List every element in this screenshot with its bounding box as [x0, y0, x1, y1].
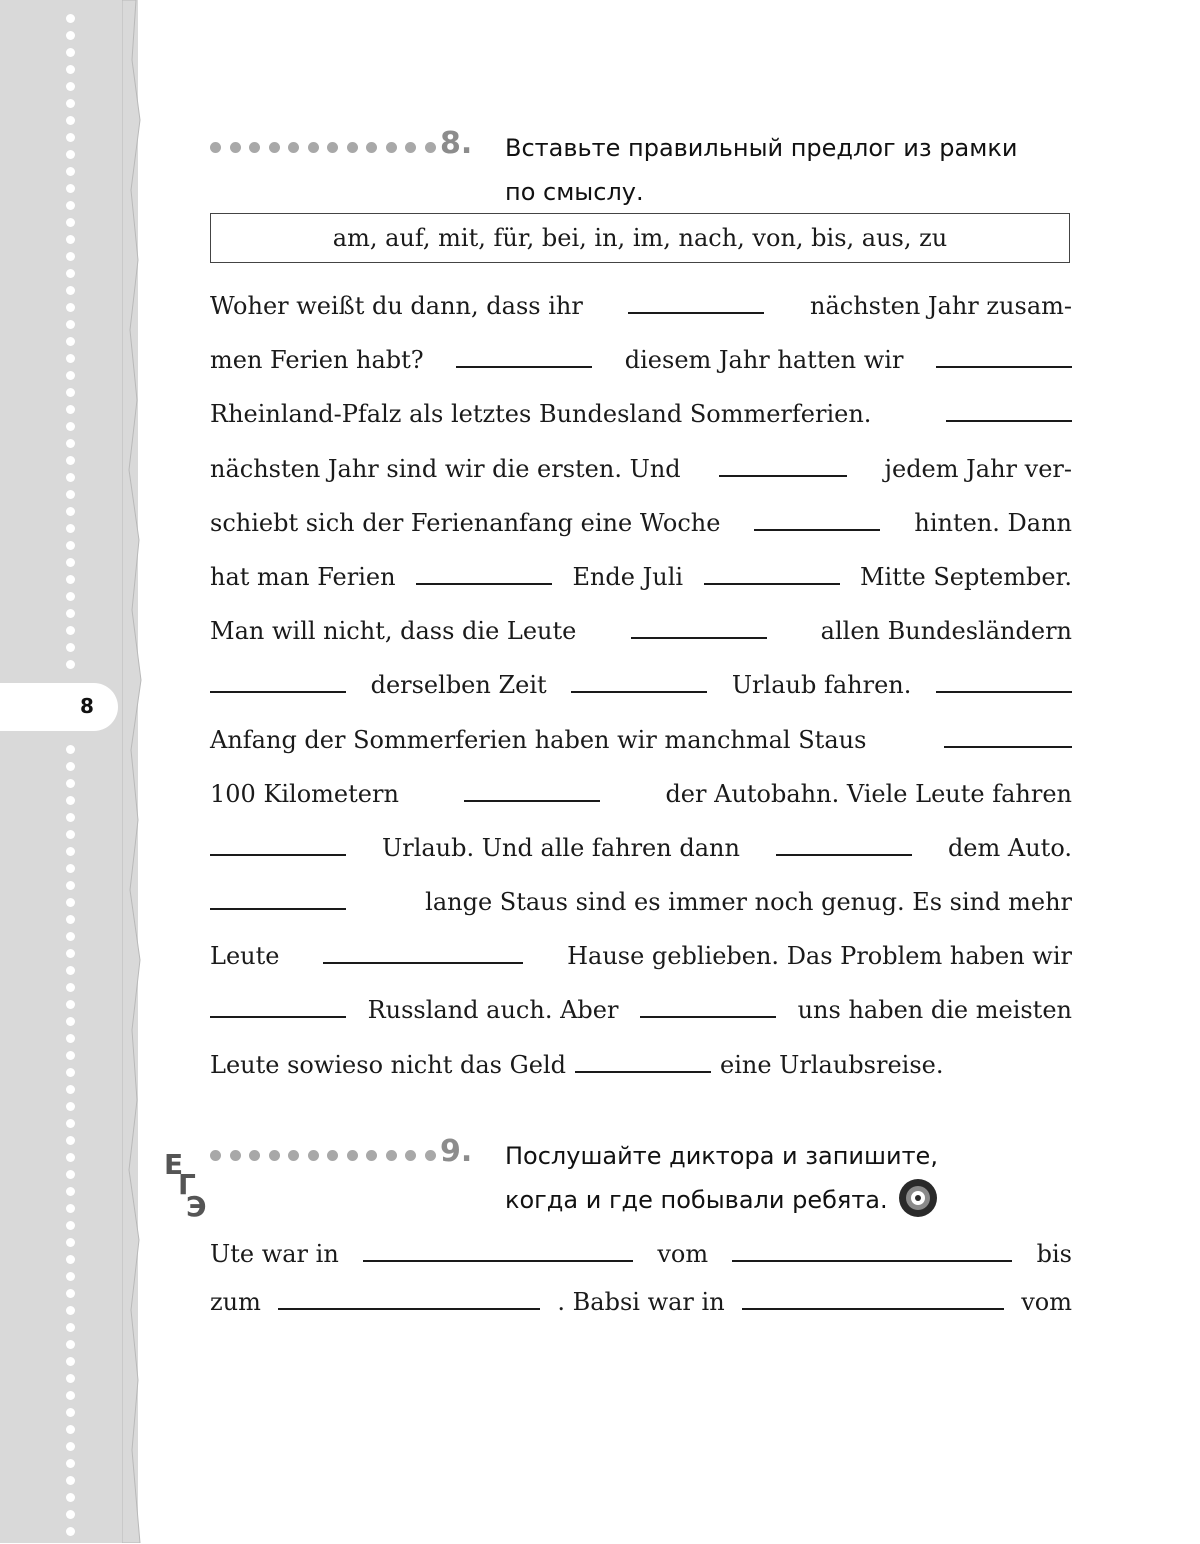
answer-blank[interactable]: [210, 908, 346, 910]
preposition-word-box: am, auf, mit, für, bei, in, im, nach, von, bis, aus, zu: [210, 213, 1070, 263]
cloze-text-segment: lange Staus sind es immer noch genug. Es sind mehr: [425, 888, 1072, 917]
task-9-instruction-line: [505, 1178, 1065, 1222]
cloze-text-segment: Leute: [210, 942, 280, 971]
cloze-text-segment: Hause geblieben. Das Problem haben wir: [567, 942, 1072, 971]
task-8-instruction: [505, 126, 1065, 214]
cloze-text-segment: Ute war in: [210, 1240, 339, 1268]
task8-line: [210, 563, 1072, 617]
cloze-text-segment: zum: [210, 1288, 261, 1316]
cloze-text-segment: Ende Juli: [572, 562, 684, 591]
cloze-text-segment: nächsten Jahr sind wir die ersten. Und: [210, 454, 681, 483]
task-8-instruction-line: по смыслу.: [505, 178, 644, 206]
answer-blank[interactable]: [210, 691, 346, 693]
cloze-text-segment: uns haben die meisten: [797, 996, 1072, 1025]
cloze-text-segment: . Babsi war in: [557, 1288, 725, 1316]
task-9-instruction-text: когда и где побывали ребята.: [505, 1186, 888, 1214]
task-8-cloze-text: [210, 292, 1072, 1105]
answer-blank[interactable]: [456, 366, 592, 368]
task8-line: [210, 1051, 1072, 1105]
cloze-text-segment: bis: [1036, 1240, 1072, 1268]
task-9-header: [210, 1134, 1110, 1230]
answer-blank[interactable]: [732, 1260, 1012, 1262]
cloze-text-segment: jedem Jahr ver-: [884, 454, 1072, 483]
cloze-text-segment: dem Auto.: [947, 833, 1072, 862]
task-8-header: [210, 126, 1110, 222]
answer-blank[interactable]: [363, 1260, 633, 1262]
answer-blank[interactable]: [704, 583, 840, 585]
task-8-instruction-line: Вставьте правильный предлог из рамки: [505, 134, 1018, 162]
answer-blank[interactable]: [946, 420, 1072, 422]
answer-blank[interactable]: [776, 854, 912, 856]
task-9-instruction: [505, 1134, 1065, 1222]
task-8-number: 8.: [440, 126, 473, 161]
cloze-text-segment: 100 Kilometern: [210, 779, 399, 808]
cloze-text-segment: hinten. Dann: [914, 508, 1072, 537]
cloze-text-segment: derselben Zeit: [370, 671, 547, 700]
cloze-text-segment: Mitte September.: [859, 562, 1072, 591]
task-8-dot-leader: [210, 142, 444, 153]
cloze-text-segment: vom: [657, 1240, 709, 1268]
cloze-text-segment: schiebt sich der Ferienanfang eine Woche: [210, 508, 721, 537]
cloze-text-segment: Russland auch. Aber: [367, 996, 619, 1025]
task8-line: [210, 400, 1072, 454]
cloze-text-segment: nächsten Jahr zusam-: [810, 292, 1072, 320]
cloze-text-segment: eine Urlaubsreise.: [720, 1050, 944, 1079]
cloze-text-segment: Rheinland-Pfalz als letztes Bundesland Sommerferien.: [210, 400, 872, 429]
task-9-cloze-text: [210, 1240, 1072, 1336]
cloze-text-segment: Anfang der Sommerferien haben wir manchmal Staus: [210, 725, 867, 754]
cloze-text-segment: Woher weißt du dann, dass ihr: [210, 292, 583, 320]
task8-line: [210, 509, 1072, 563]
answer-blank[interactable]: [936, 366, 1072, 368]
cloze-text-segment: vom: [1021, 1288, 1072, 1316]
answer-blank[interactable]: [210, 854, 346, 856]
ege-letter: Е: [164, 1148, 184, 1181]
answer-blank[interactable]: [323, 962, 523, 964]
task8-line: [210, 292, 1072, 346]
task8-line: [210, 726, 1072, 780]
task8-line: [210, 942, 1072, 996]
task8-line: [210, 834, 1072, 888]
task8-line: [210, 617, 1072, 671]
task8-line: [210, 455, 1072, 509]
answer-blank[interactable]: [628, 312, 764, 314]
cloze-text-segment: Man will nicht, dass die Leute: [210, 617, 577, 646]
ege-letter: Э: [186, 1190, 207, 1223]
answer-blank[interactable]: [640, 1016, 776, 1018]
task8-line: [210, 888, 1072, 942]
task-9-dot-leader: [210, 1150, 444, 1161]
cloze-text-segment: men Ferien habt?: [210, 346, 424, 375]
cloze-text-segment: diesem Jahr hatten wir: [624, 346, 904, 375]
answer-blank[interactable]: [944, 746, 1072, 748]
answer-blank[interactable]: [278, 1308, 540, 1310]
cd-disc-icon[interactable]: [898, 1178, 938, 1218]
task9-line: [210, 1240, 1072, 1288]
cloze-text-segment: Urlaub fahren.: [731, 671, 912, 700]
answer-blank[interactable]: [575, 1071, 711, 1073]
answer-blank[interactable]: [571, 691, 707, 693]
answer-blank[interactable]: [210, 1016, 346, 1018]
cloze-text-segment: Urlaub. Und alle fahren dann: [382, 833, 740, 862]
binder-dots-bottom: [64, 745, 76, 1544]
task8-line: [210, 780, 1072, 834]
task8-line: [210, 671, 1072, 725]
task-9-instruction-line: Послушайте диктора и запишите,: [505, 1142, 938, 1170]
answer-blank[interactable]: [936, 691, 1072, 693]
task8-line: [210, 346, 1072, 400]
answer-blank[interactable]: [742, 1308, 1004, 1310]
torn-paper-edge: [122, 0, 146, 1543]
cloze-text-segment: Leute sowieso nicht das Geld: [210, 1050, 566, 1079]
cloze-text-segment: allen Bundesländern: [820, 617, 1072, 646]
answer-blank[interactable]: [754, 529, 880, 531]
task9-line: [210, 1288, 1072, 1336]
answer-blank[interactable]: [464, 800, 600, 802]
answer-blank[interactable]: [631, 637, 767, 639]
page-number-tab: [0, 683, 118, 731]
cloze-text-segment: hat man Ferien: [210, 562, 396, 591]
answer-blank[interactable]: [719, 475, 847, 477]
task8-line: [210, 996, 1072, 1050]
ege-letter: Г: [178, 1168, 196, 1201]
task-9-number: 9.: [440, 1134, 473, 1169]
cloze-text-segment: der Autobahn. Viele Leute fahren: [665, 779, 1072, 808]
answer-blank[interactable]: [416, 583, 552, 585]
binder-dots-top: [64, 14, 76, 677]
page-number: 8: [80, 694, 94, 718]
